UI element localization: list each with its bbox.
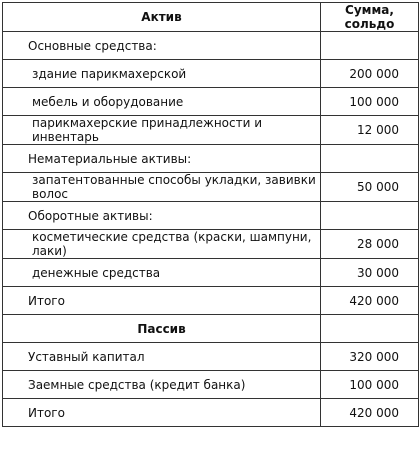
row-label: косметические средства (краски, шампуни, лаки) <box>3 230 321 259</box>
row-label: Уставный капитал <box>3 343 321 371</box>
row-amount: 30 000 <box>321 259 419 287</box>
row-label: мебель и оборудование <box>3 88 321 116</box>
row-label: парикмахерские принадлежности и инвентарь <box>3 116 321 145</box>
table-row <box>3 88 419 116</box>
total-label: Итого <box>3 399 321 427</box>
row-amount: 320 000 <box>321 343 419 371</box>
row-amount: 12 000 <box>321 116 419 145</box>
row-amount: 100 000 <box>321 371 419 399</box>
assets-total-row <box>3 287 419 315</box>
total-amount: 420 000 <box>321 287 419 315</box>
table-row <box>3 259 419 287</box>
table-row <box>3 343 419 371</box>
table-row <box>3 145 419 173</box>
row-amount <box>321 145 419 173</box>
row-amount: 100 000 <box>321 88 419 116</box>
table-row <box>3 116 419 145</box>
row-amount: 28 000 <box>321 230 419 259</box>
header-amount: Сумма, сольдо <box>321 3 419 32</box>
row-label: Нематериальные активы: <box>3 145 321 173</box>
row-amount: 200 000 <box>321 60 419 88</box>
liabilities-header-row <box>3 315 419 343</box>
total-label: Итого <box>3 287 321 315</box>
row-amount: 50 000 <box>321 173 419 202</box>
header-liabilities-empty <box>321 315 419 343</box>
row-label: Основные средства: <box>3 32 321 60</box>
table-header-row <box>3 3 419 32</box>
table-row <box>3 173 419 202</box>
header-assets: Актив <box>3 3 321 32</box>
table-row <box>3 32 419 60</box>
row-label: здание парикмахерской <box>3 60 321 88</box>
table-row <box>3 371 419 399</box>
row-label: Оборотные активы: <box>3 202 321 230</box>
table-row <box>3 202 419 230</box>
liabilities-total-row <box>3 399 419 427</box>
row-amount <box>321 202 419 230</box>
row-label: запатентованные способы укладки, завивки волос <box>3 173 321 202</box>
table-row <box>3 60 419 88</box>
balance-table <box>2 2 419 427</box>
row-label: Заемные средства (кредит банка) <box>3 371 321 399</box>
table-row <box>3 230 419 259</box>
header-liabilities: Пассив <box>3 315 321 343</box>
row-label: денежные средства <box>3 259 321 287</box>
total-amount: 420 000 <box>321 399 419 427</box>
row-amount <box>321 32 419 60</box>
